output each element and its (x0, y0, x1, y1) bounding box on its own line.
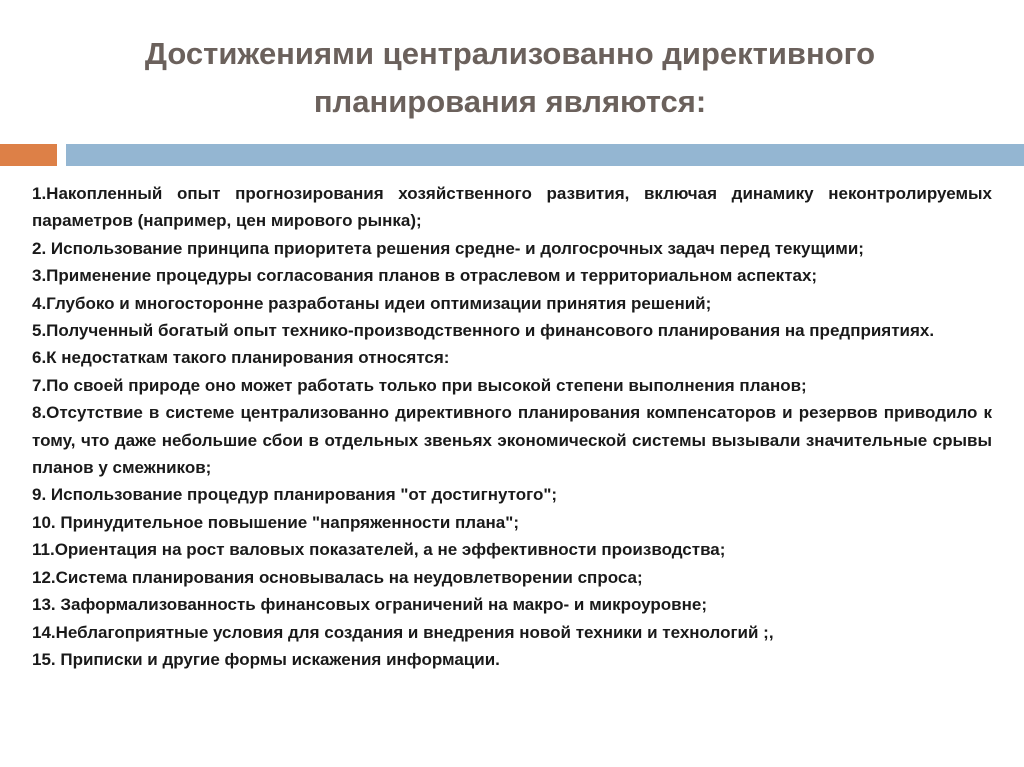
slide-title-line-1: Достижениями централизованно директивного (144, 36, 876, 71)
list-item: 1.Накопленный опыт прогнозирования хозяйственного развития, включая динамику неконтролируемых параметров (например, цен мирового рынка); (32, 184, 992, 231)
list-item: 3.Применение процедуры согласования планов в отраслевом и территориальном аспектах; (32, 266, 818, 286)
list-item: 10. Принудительное повышение "напряженности плана"; (32, 512, 519, 532)
list-item: 11.Ориентация на рост валовых показателей, а не эффективности производства; (32, 540, 726, 560)
list-item: 2. Использование принципа приоритета решения средне- и долгосрочных задач перед текущими; (32, 238, 864, 258)
list-item: 13. Заформализованность финансовых ограничений на макро- и микроуровне; (32, 595, 707, 615)
list-item: 15. Приписки и другие формы искажения информации. (32, 649, 500, 669)
list-item: 6.К недостаткам такого планирования относятся: (32, 348, 450, 368)
accent-bar (0, 144, 57, 166)
list-item: 9. Использование процедур планирования "от достигнутого"; (32, 485, 558, 505)
slide-title (60, 30, 960, 126)
slide-title-line-2: планирования являются: (313, 84, 707, 119)
list-item: 14.Неблагоприятные условия для создания и внедрения новой техники и технологий ;, (32, 622, 774, 642)
list-item: 12.Система планирования основывалась на неудовлетворении спроса; (32, 567, 643, 587)
list-item: 8.Отсутствие в системе централизованно директивного планирования компенсаторов и резервов приводило к тому, что даже небольшие сбои в отдельных звеньях экономической системы вызывали значительные срывы планов у смежников; (32, 403, 992, 478)
list-item: 4.Глубоко и многосторонне разработаны идеи оптимизации принятия решений; (32, 293, 712, 313)
list-item: 5.Полученный богатый опыт технико-производственного и финансового планирования на предприятиях. (32, 321, 935, 341)
divider-bar (66, 144, 1024, 166)
content-list (32, 180, 992, 673)
list-item: 7.По своей природе оно может работать только при высокой степени выполнения планов; (32, 375, 807, 395)
